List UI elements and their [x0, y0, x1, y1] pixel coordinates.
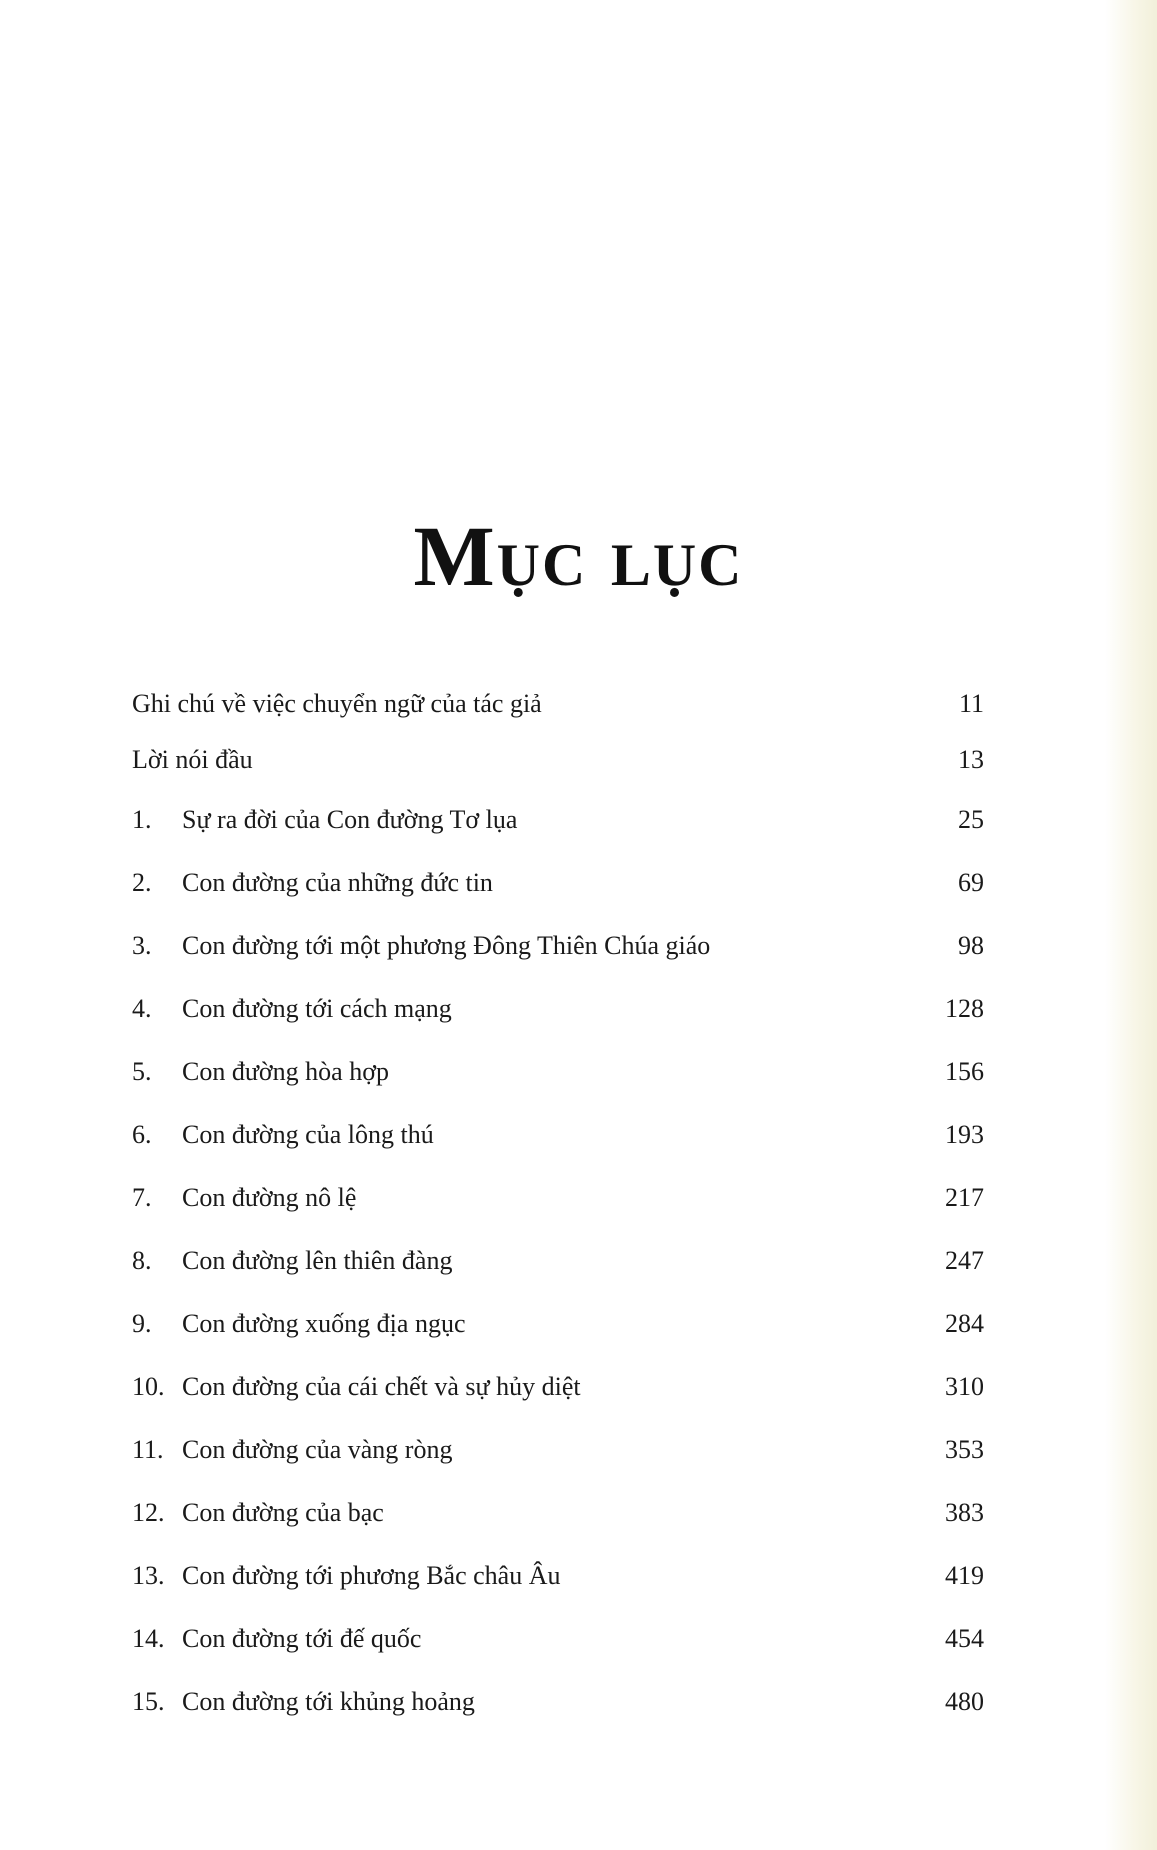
chapter-page: 156 — [945, 1057, 984, 1086]
toc-entry-author-note[interactable] — [132, 676, 984, 732]
chapter-title: Con đường của bạc — [182, 1498, 384, 1527]
toc-entry-title: Ghi chú về việc chuyển ngữ của tác giả — [132, 689, 542, 718]
toc-chapter-14[interactable] — [132, 1607, 984, 1670]
toc-entry-page: 13 — [958, 745, 984, 774]
chapter-number: 15. — [132, 1687, 165, 1716]
chapter-number: 2. — [132, 868, 152, 897]
chapter-number: 14. — [132, 1624, 165, 1653]
chapter-number: 12. — [132, 1498, 165, 1527]
chapter-title: Con đường tới cách mạng — [182, 994, 452, 1023]
toc-chapter-8[interactable] — [132, 1229, 984, 1292]
chapter-title: Con đường của vàng ròng — [182, 1435, 453, 1464]
toc-chapter-3[interactable] — [132, 914, 984, 977]
toc-chapter-6[interactable] — [132, 1103, 984, 1166]
chapter-page: 383 — [945, 1498, 984, 1527]
chapter-number: 8. — [132, 1246, 152, 1275]
chapter-page: 193 — [945, 1120, 984, 1149]
chapter-number: 9. — [132, 1309, 152, 1338]
chapter-page: 217 — [945, 1183, 984, 1212]
chapter-number: 13. — [132, 1561, 165, 1590]
page-edge-shadow — [1105, 0, 1157, 1850]
chapter-title: Con đường tới phương Bắc châu Âu — [182, 1561, 561, 1590]
chapter-page: 419 — [945, 1561, 984, 1590]
chapter-title: Con đường của lông thú — [182, 1120, 434, 1149]
chapter-title: Con đường của những đức tin — [182, 868, 493, 897]
table-of-contents — [132, 676, 984, 1733]
chapter-title: Con đường nô lệ — [182, 1183, 357, 1212]
chapter-title: Con đường hòa hợp — [182, 1057, 389, 1086]
chapter-title: Con đường tới đế quốc — [182, 1624, 422, 1653]
toc-chapter-5[interactable] — [132, 1040, 984, 1103]
chapter-number: 11. — [132, 1435, 164, 1464]
chapter-page: 98 — [958, 931, 984, 960]
chapter-page: 69 — [958, 868, 984, 897]
toc-chapter-11[interactable] — [132, 1418, 984, 1481]
chapter-page: 247 — [945, 1246, 984, 1275]
toc-chapter-15[interactable] — [132, 1670, 984, 1733]
chapter-number: 10. — [132, 1372, 165, 1401]
chapter-title: Con đường của cái chết và sự hủy diệt — [182, 1372, 581, 1401]
chapter-number: 5. — [132, 1057, 152, 1086]
chapter-title: Con đường tới một phương Đông Thiên Chúa giáo — [182, 931, 711, 960]
toc-chapter-12[interactable] — [132, 1481, 984, 1544]
toc-entry-preface[interactable] — [132, 732, 984, 788]
toc-chapter-4[interactable] — [132, 977, 984, 1040]
chapter-page: 310 — [945, 1372, 984, 1401]
toc-entry-page: 11 — [958, 689, 984, 718]
toc-chapter-13[interactable] — [132, 1544, 984, 1607]
chapter-page: 454 — [945, 1624, 984, 1653]
chapter-page: 353 — [945, 1435, 984, 1464]
chapter-number: 1. — [132, 805, 152, 834]
chapter-page: 284 — [945, 1309, 984, 1338]
chapter-page: 25 — [958, 805, 984, 834]
chapter-number: 3. — [132, 931, 152, 960]
toc-chapter-9[interactable] — [132, 1292, 984, 1355]
toc-chapter-10[interactable] — [132, 1355, 984, 1418]
chapter-title: Con đường tới khủng hoảng — [182, 1687, 475, 1716]
page-title: Mục lục — [413, 507, 744, 604]
toc-chapter-2[interactable] — [132, 851, 984, 914]
chapter-page: 480 — [945, 1687, 984, 1716]
toc-chapter-7[interactable] — [132, 1166, 984, 1229]
chapter-title: Con đường lên thiên đàng — [182, 1246, 453, 1275]
chapter-page: 128 — [945, 994, 984, 1023]
toc-entry-title: Lời nói đầu — [132, 745, 253, 774]
chapter-title: Con đường xuống địa ngục — [182, 1309, 466, 1338]
chapter-title: Sự ra đời của Con đường Tơ lụa — [182, 805, 518, 834]
chapter-number: 4. — [132, 994, 152, 1023]
toc-chapter-1[interactable] — [132, 788, 984, 851]
chapter-number: 6. — [132, 1120, 152, 1149]
chapter-number: 7. — [132, 1183, 152, 1212]
